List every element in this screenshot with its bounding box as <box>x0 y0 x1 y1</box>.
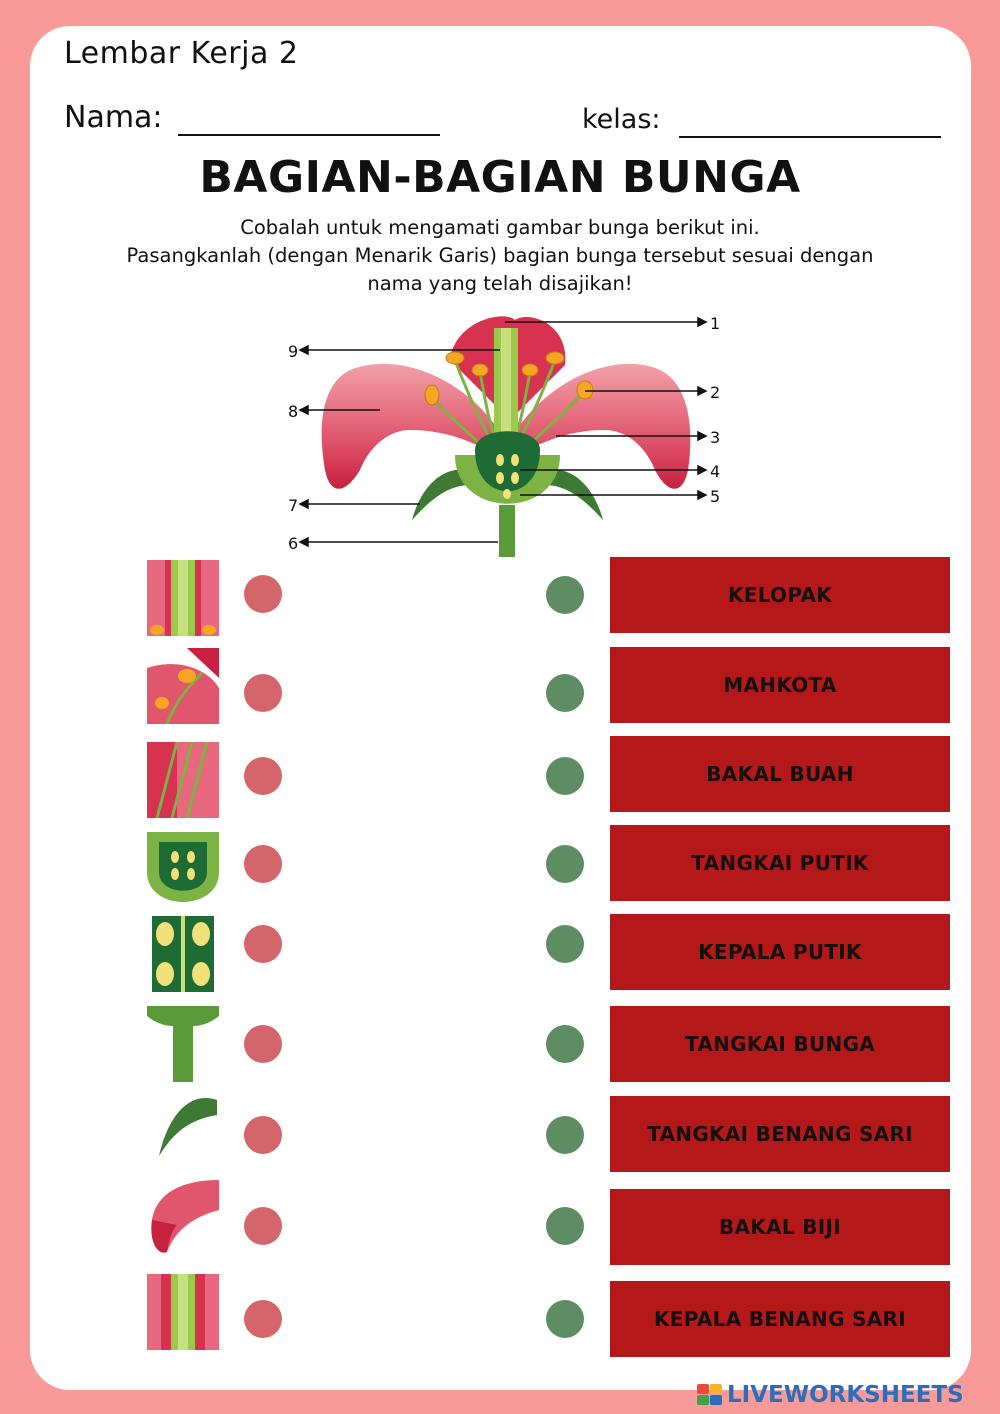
diagram-label-4: 4 <box>710 462 721 481</box>
right-dot-7[interactable] <box>546 1116 584 1154</box>
left-dot-7[interactable] <box>244 1116 282 1154</box>
left-dot-8[interactable] <box>244 1207 282 1245</box>
answer-box-mahkota[interactable]: MAHKOTA <box>610 647 950 723</box>
answer-box-kepala-benang-sari[interactable]: KEPALA BENANG SARI <box>610 1281 950 1357</box>
left-dot-6[interactable] <box>244 1025 282 1063</box>
answer-box-tangkai-bunga[interactable]: TANGKAI BUNGA <box>610 1006 950 1082</box>
thumb-anther[interactable] <box>147 648 219 724</box>
kelas-input-line[interactable] <box>679 136 941 138</box>
diagram-label-1: 1 <box>710 314 721 333</box>
instruction-line-3: nama yang telah disajikan! <box>367 272 633 295</box>
left-dot-5[interactable] <box>244 925 282 963</box>
diagram-label-3: 3 <box>710 428 721 447</box>
diagram-label-7: 7 <box>288 496 299 515</box>
diagram-label-8: 8 <box>288 402 299 421</box>
right-dot-4[interactable] <box>546 845 584 883</box>
nama-input-line[interactable] <box>178 134 440 136</box>
answer-box-bakal-biji[interactable]: BAKAL BIJI <box>610 1189 950 1265</box>
kelas-label: kelas: <box>582 104 661 135</box>
right-dot-6[interactable] <box>546 1025 584 1063</box>
flower-diagram <box>280 310 740 560</box>
left-dot-1[interactable] <box>244 575 282 613</box>
page-title: BAGIAN-BAGIAN BUNGA <box>199 152 801 203</box>
right-dot-9[interactable] <box>546 1300 584 1338</box>
instruction-line-2: Pasangkanlah (dengan Menarik Garis) bagian bunga tersebut sesuai dengan <box>126 244 874 267</box>
right-dot-2[interactable] <box>546 674 584 712</box>
thumb-stigma[interactable] <box>147 1274 219 1350</box>
right-dot-5[interactable] <box>546 925 584 963</box>
diagram-label-6: 6 <box>288 534 299 553</box>
thumb-petal[interactable] <box>147 1180 219 1256</box>
brand-text: LIVEWORKSHEETS <box>727 1382 964 1408</box>
liveworksheets-logo-icon <box>697 1384 723 1406</box>
diagram-label-9: 9 <box>288 342 299 361</box>
answer-box-kelopak[interactable]: KELOPAK <box>610 557 950 633</box>
worksheet-title: Lembar Kerja 2 <box>64 36 299 71</box>
thumb-ovary[interactable] <box>147 832 219 908</box>
thumb-sepal[interactable] <box>147 1090 219 1166</box>
instruction-line-1: Cobalah untuk mengamati gambar bunga berikut ini. <box>240 216 760 239</box>
answer-box-bakal-buah[interactable]: BAKAL BUAH <box>610 736 950 812</box>
diagram-label-5: 5 <box>710 487 721 506</box>
diagram-label-2: 2 <box>710 383 721 402</box>
left-dot-2[interactable] <box>244 674 282 712</box>
thumb-stem[interactable] <box>147 1006 219 1082</box>
stem <box>499 505 515 557</box>
liveworksheets-brand <box>697 1380 964 1410</box>
left-dot-4[interactable] <box>244 845 282 883</box>
thumb-pistil-top[interactable] <box>147 560 219 636</box>
left-dot-9[interactable] <box>244 1300 282 1338</box>
right-dot-8[interactable] <box>546 1207 584 1245</box>
right-dot-3[interactable] <box>546 757 584 795</box>
nama-label: Nama: <box>64 100 163 135</box>
answer-box-tangkai-benang-sari[interactable]: TANGKAI BENANG SARI <box>610 1096 950 1172</box>
right-dot-1[interactable] <box>546 576 584 614</box>
thumb-filament[interactable] <box>147 742 219 818</box>
thumb-ovule[interactable] <box>147 916 219 992</box>
answer-box-kepala-putik[interactable]: KEPALA PUTIK <box>610 914 950 990</box>
left-dot-3[interactable] <box>244 757 282 795</box>
answer-box-tangkai-putik[interactable]: TANGKAI PUTIK <box>610 825 950 901</box>
